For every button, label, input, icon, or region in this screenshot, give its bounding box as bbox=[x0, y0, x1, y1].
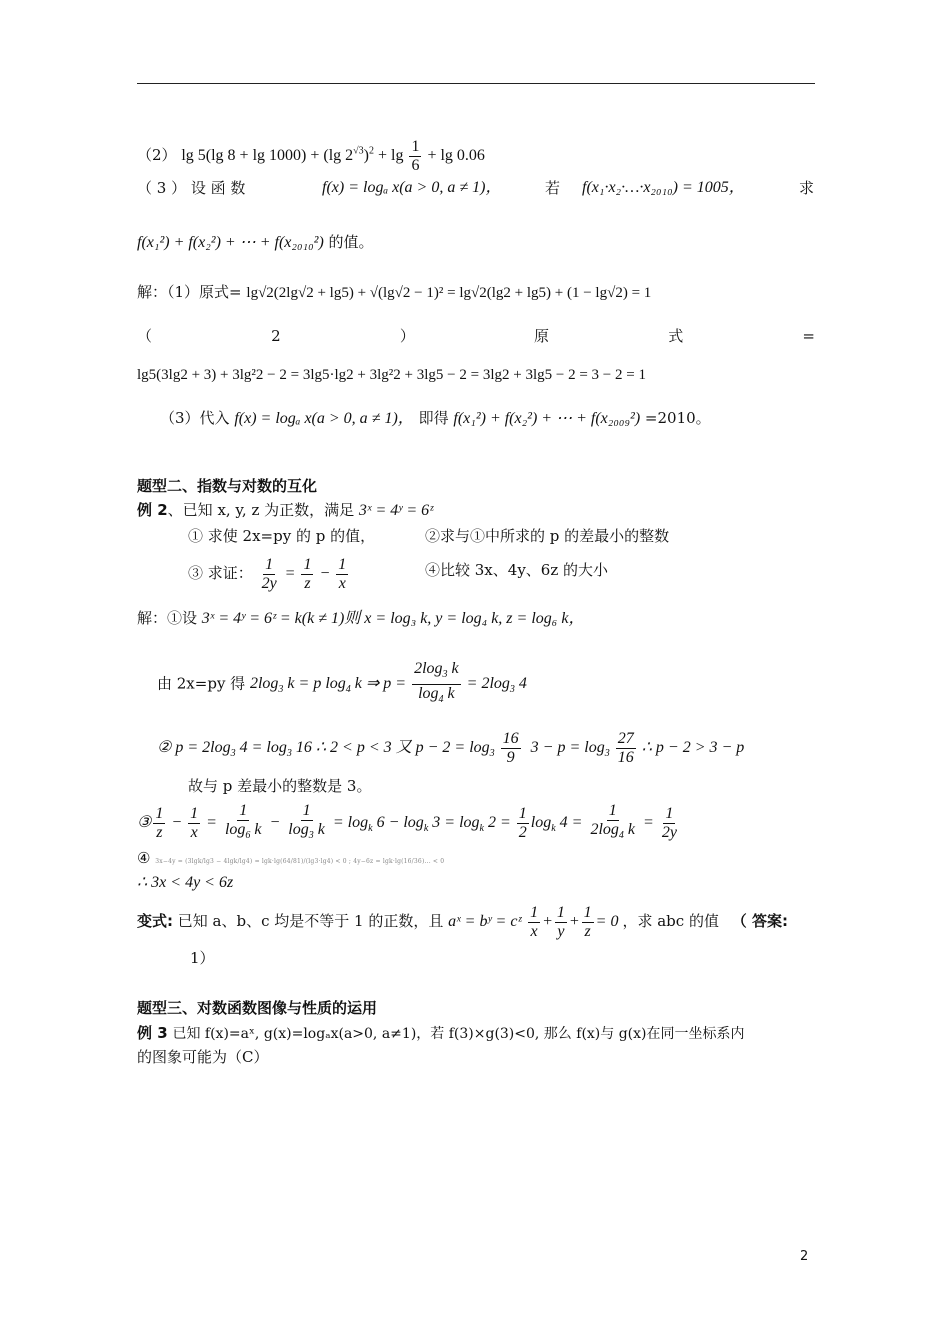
problem-2 bbox=[137, 138, 815, 175]
example-2-solution-3-expr: ③ $\frac{1}{z}$ − $\frac{1}{x}$ = $\frac{1}{\log_6 k}$ − $\frac{1}{\log_3 k}$ = $\log_k 6 - \log_k 3 = \log_k 2$ = $\frac{1}{2}$ $\log_k 4$ = $\frac{1}{2\log_4 k}$ = $\frac{1}{2y}$ bbox=[137, 802, 677, 842]
variant-ask: ，求 abc 的值 bbox=[622, 912, 719, 931]
problem-3-target-line bbox=[137, 232, 815, 253]
sol2-char: 式 bbox=[668, 327, 684, 345]
variant-condition: aˣ = bʸ = cᶻ bbox=[448, 913, 522, 931]
problem-2-expr: lg 5(lg 8 + lg 1000) + (lg $2^{√3})^2 + \lg$ $\frac{1}{6}$ + lg 0.06 bbox=[181, 138, 485, 174]
solution-3-function: f(x) = logₐ x(a > 0, a ≠ 1)， bbox=[234, 410, 414, 427]
example-2-solution-4-tiny: 3x−4y = (3lgk/lg3 − 4lgk/lg4) = lgk·lg(64/81)/(lg3·lg4) < 0 ; 4y−6z = lgk·lg(16/36)... < 0 bbox=[155, 858, 445, 865]
problem-3-prefix: （ 3 ） 设 函 数 bbox=[137, 179, 246, 197]
solution-2-label bbox=[137, 326, 815, 346]
example-2-solution-4 bbox=[137, 848, 815, 872]
example-2-label: 例 2 bbox=[137, 501, 168, 519]
example-2-solution-1 bbox=[137, 608, 815, 629]
example-2-solution-label: 解：①设 bbox=[137, 609, 198, 627]
variant-sum: $\frac{1}{x}$ + $\frac{1}{y}$ + $\frac{1}{z}$ = 0 bbox=[530, 904, 623, 940]
example-3-text: 已知 f(x)=aˣ, g(x)=logₐx(a>0, a≠1)，若 f(3)×g(3)<0, 那么 f(x)与 g(x)在同一坐标系内 bbox=[172, 1026, 745, 1042]
example-2-solution-3 bbox=[137, 802, 815, 844]
example-2-derivation bbox=[157, 660, 835, 706]
example-2-solution-2-expr: ② $p = 2\log_3$ $4 = \log_3 16$ ∴ 2 < p < 3 又 $p - 2 = \log_3$ $\frac{16}{9}$ $3 - p = \log_3$ $\frac{27}{16}$ ∴ p − 2 > 3 − p bbox=[157, 730, 745, 766]
example-2-q2: ②求与①中所求的 p 的差最小的整数 bbox=[425, 527, 670, 545]
solution-label: 解：（1）原式= bbox=[137, 283, 242, 301]
sol2-char: 2 bbox=[271, 327, 281, 345]
example-2-solution-expr: 3ˣ = 4ʸ = 6ᶻ = k(k ≠ 1)则 x = log₃ k, y = log₄ k, z = log₆ k， bbox=[201, 610, 585, 627]
problem-2-label: （2） bbox=[137, 146, 177, 165]
solution-2-expr: lg5(3lg2 + 3) + 3lg²2 − 2 = 3lg5·lg2 + 3lg²2 + 3lg5 − 2 = 3lg2 + 3lg5 − 2 = 3 − 2 = 1 bbox=[137, 367, 646, 383]
solution-1 bbox=[137, 282, 815, 303]
example-3-label: 例 3 bbox=[137, 1024, 168, 1042]
example-3-text-2: 的图象可能为（C） bbox=[137, 1048, 269, 1066]
example-2-derivation-expr: $2\log_3$ k = p $\log_4 k$ ⇒ p = $\frac{2\log_3 k}{\log_4 k}$ = $2\log_3$ 4 bbox=[249, 660, 527, 706]
variant-label: 变式: bbox=[137, 912, 173, 931]
section-2-heading: 题型二、指数与对数的互化 bbox=[137, 477, 318, 495]
example-2-solution-4-result: ∴ 3x < 4y < 6z bbox=[137, 874, 234, 891]
variant-answer: 1） bbox=[190, 949, 215, 967]
solution-3 bbox=[160, 408, 838, 429]
sol2-char: = bbox=[802, 327, 815, 345]
solution-2 bbox=[137, 364, 815, 385]
solution-3-prefix: （3）代入 bbox=[160, 409, 230, 427]
solution-3-result: =2010。 bbox=[644, 409, 711, 427]
example-2-q3-expr: $\frac{1}{2y}$ = $\frac{1}{z}$ − $\frac{1}{x}$ bbox=[261, 556, 347, 592]
problem-3-ruo: 若 bbox=[545, 179, 561, 197]
variant bbox=[137, 904, 815, 944]
variant-text: 已知 a、b、c 均是不等于 1 的正数，且 bbox=[177, 912, 444, 931]
page-number: 2 bbox=[800, 1249, 809, 1264]
problem-3-condition: f(x₁·x₂·…·x₂₀₁₀) = 1005， bbox=[582, 179, 745, 196]
problem-3-qiu: 求 bbox=[799, 179, 815, 197]
solution-3-mid: 即得 bbox=[418, 409, 449, 427]
example-2-questions-row2 bbox=[188, 556, 866, 590]
variant-answer-label: （ 答案: bbox=[731, 912, 788, 931]
section-3-heading: 题型三、对数函数图像与性质的运用 bbox=[137, 999, 378, 1017]
example-2-solution-4-label: ④ bbox=[137, 849, 151, 867]
example-2-q3-label: ③ 求证： bbox=[188, 564, 253, 583]
problem-3-function: f(x) = logₐ x(a > 0, a ≠ 1)， bbox=[322, 179, 502, 196]
sol2-char: ） bbox=[399, 327, 415, 345]
example-2-q1: ① 求使 2x=py 的 p 的值， bbox=[188, 527, 376, 545]
example-2-derivation-text: 由 2x=py 得 bbox=[157, 674, 246, 693]
solution-3-expr: f(x₁²) + f(x₂²) + ⋯ + f(x₂₀₀₉²) bbox=[453, 410, 641, 427]
sol2-char: （ bbox=[137, 327, 153, 345]
problem-3-target: f(x₁²) + f(x₂²) + ⋯ + f(x₂₀₁₀²) bbox=[137, 234, 324, 251]
example-2-questions-row1 bbox=[188, 526, 866, 546]
example-2-solution-4-result-line bbox=[137, 872, 815, 893]
sol2-char: 原 bbox=[534, 327, 550, 345]
example-2-solution-2 bbox=[157, 730, 835, 770]
example-2-condition: 3ˣ = 4ʸ = 6ᶻ bbox=[358, 502, 433, 519]
example-2-q4: ④比较 3x、4y、6z 的大小 bbox=[425, 561, 609, 579]
example-2-text: 、已知 x, y, z 为正数，满足 bbox=[167, 501, 355, 519]
example-3 bbox=[137, 1023, 815, 1044]
problem-3-suffix: 的值。 bbox=[328, 233, 374, 251]
example-2-conclusion: 故与 p 差最小的整数是 3。 bbox=[188, 777, 372, 795]
example-2 bbox=[137, 500, 815, 521]
header-rule bbox=[137, 83, 815, 84]
problem-3 bbox=[137, 178, 815, 198]
solution-1-expr: lg√2(2lg√2 + lg5) + √(lg√2 − 1)² = lg√2(lg2 + lg5) + (1 − lg√2) = 1 bbox=[246, 285, 652, 301]
